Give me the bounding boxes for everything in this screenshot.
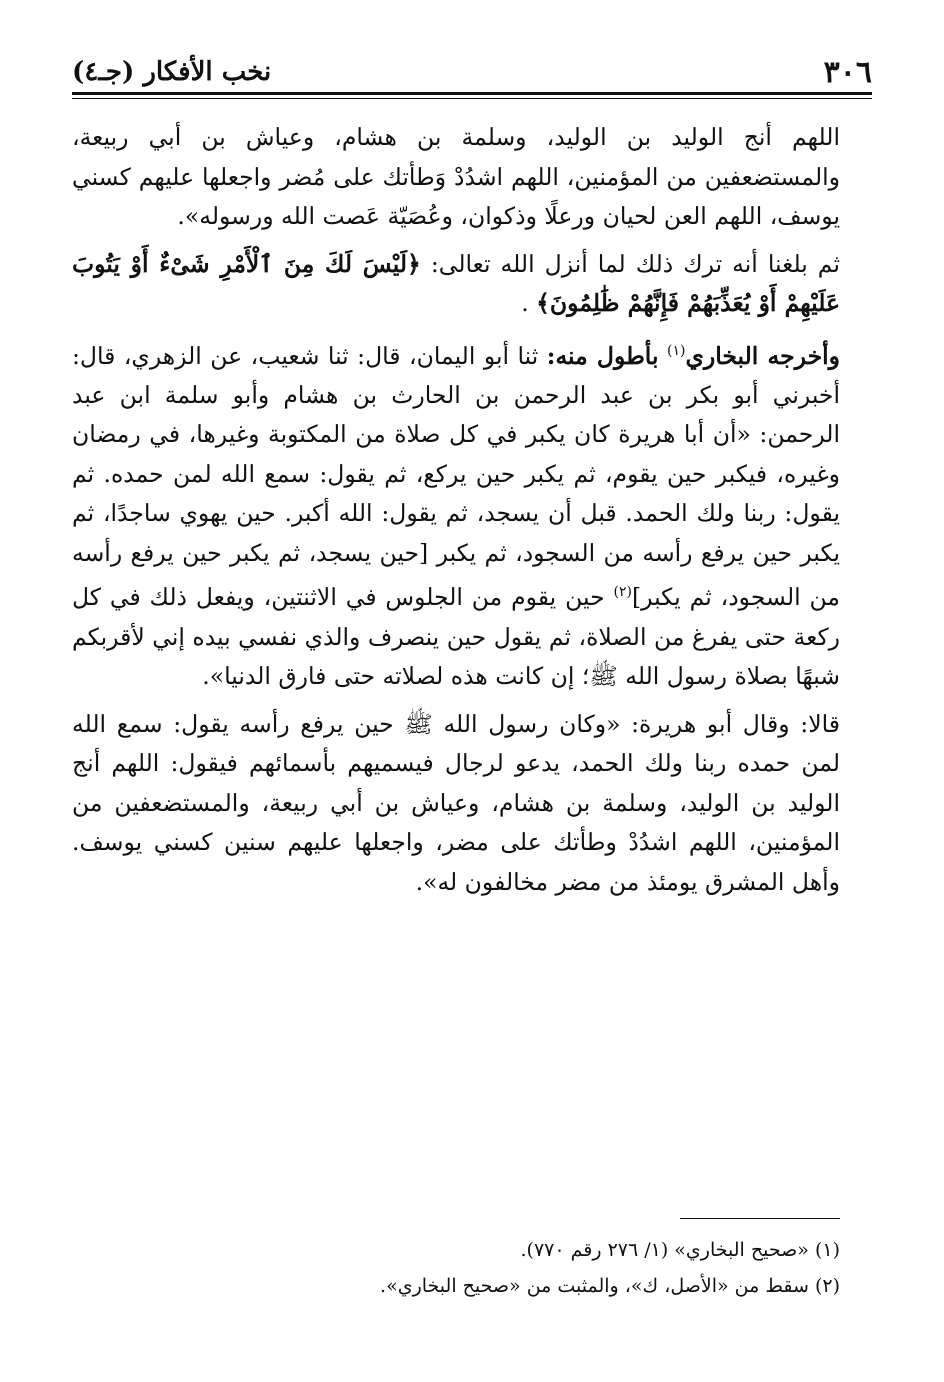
running-title: نخب الأفكار (جـ٤) — [72, 57, 272, 87]
paragraph-3-lead: وأخرجه البخاري — [685, 341, 840, 370]
footnote-1: (١) «صحيح البخاري» (١/ ٢٧٦ رقم ٧٧٠). — [520, 1239, 840, 1261]
paragraph-2 — [72, 245, 840, 324]
paragraph-3-lead2: بأطول منه: — [546, 341, 659, 370]
footnote-2: (٢) سقط من «الأصل، ك»، والمثبت من «صحيح البخاري». — [380, 1275, 840, 1297]
paragraph-1: اللهم أنج الوليد بن الوليد، وسلمة بن هشام، وعياش بن أبي ربيعة، والمستضعفين من المؤمنين، اللهم اشدُدْ وَطأتك على مُضر واجعلها عليهم كسني يوسف، اللهم العن لحيان ورعلًا وذكوان، وعُصَيّة عَصت الله ورسوله». — [72, 123, 840, 230]
footnote-ref-1: (١) — [666, 342, 686, 359]
header-rule-thick — [72, 92, 872, 95]
paragraph-3-text-a: ثنا أبو اليمان، قال: ثنا شعيب، عن الزهري، قال: أخبرني أبو بكر بن عبد الرحمن بن الحارث بن هشام وأبو سلمة ابن عبد الرحمن: «أن أبا هريرة كان يكبر في كل صلاة من المكتوبة وغيرها، في رمضان وغيره، فيكبر حين يقوم، ثم يكبر حين يركع، ثم يقول: سمع الله لمن حمده. ثم يقول: ربنا ولك الحمد. قبل أن يسجد، ثم يقول: الله أكبر. حين يهوي ساجدًا، ثم يكبر حين يرفع رأسه من السجود، ثم يكبر [حين يسجد، ثم يكبر حين يرفع رأسه من السجود، ثم يكبر] — [72, 341, 840, 612]
page-header — [72, 52, 872, 92]
page-number: ٣٠٦ — [823, 54, 872, 90]
header-rule-thin — [72, 98, 872, 99]
paragraph-3 — [72, 332, 840, 697]
main-text — [72, 118, 840, 902]
footnotes — [72, 1232, 840, 1304]
paragraph-4: قالا: وقال أبو هريرة: «وكان رسول الله ﷺ حين يرفع رأسه يقول: سمع الله لمن حمده ربنا ولك الحمد، يدعو لرجال فيسميهم بأسمائهم فيقول: اللهم أنج الوليد بن الوليد، وسلمة بن هشام، وعياش بن أبي ربيعة، والمستضعفين من المؤمنين، اللهم اشدُدْ وطأتك على مضر، واجعلها عليهم سنين كسني يوسف. وأهل المشرق يومئذ من مضر مخالفون له». — [72, 709, 840, 896]
paragraph-2-end: . — [521, 289, 529, 317]
paragraph-2-intro: ثم بلغنا أنه ترك ذلك لما أنزل الله تعالى: — [430, 249, 840, 278]
quran-verse: ﴿لَيْسَ لَكَ مِنَ ٱلْأَمْرِ شَىْءٌ أَوْ يَتُوبَ عَلَيْهِمْ أَوْ يُعَذِّبَهُمْ فَإِنَّهُمْ ظَٰلِمُونَ﴾ — [72, 249, 840, 317]
footnote-separator — [680, 1218, 840, 1219]
footnote-ref-2: (٢) — [613, 584, 632, 601]
paragraph-3-text-b: حين يقوم من الجلوس في الاثنتين، ويفعل ذلك في كل ركعة حتى يفرغ من الصلاة، ثم يقول حين ينصرف والذي نفسي بيده إني لأقربكم شبهًا بصلاة رسول الله ﷺ؛ إن كانت هذه لصلاته حتى فارق الدنيا». — [72, 583, 840, 691]
